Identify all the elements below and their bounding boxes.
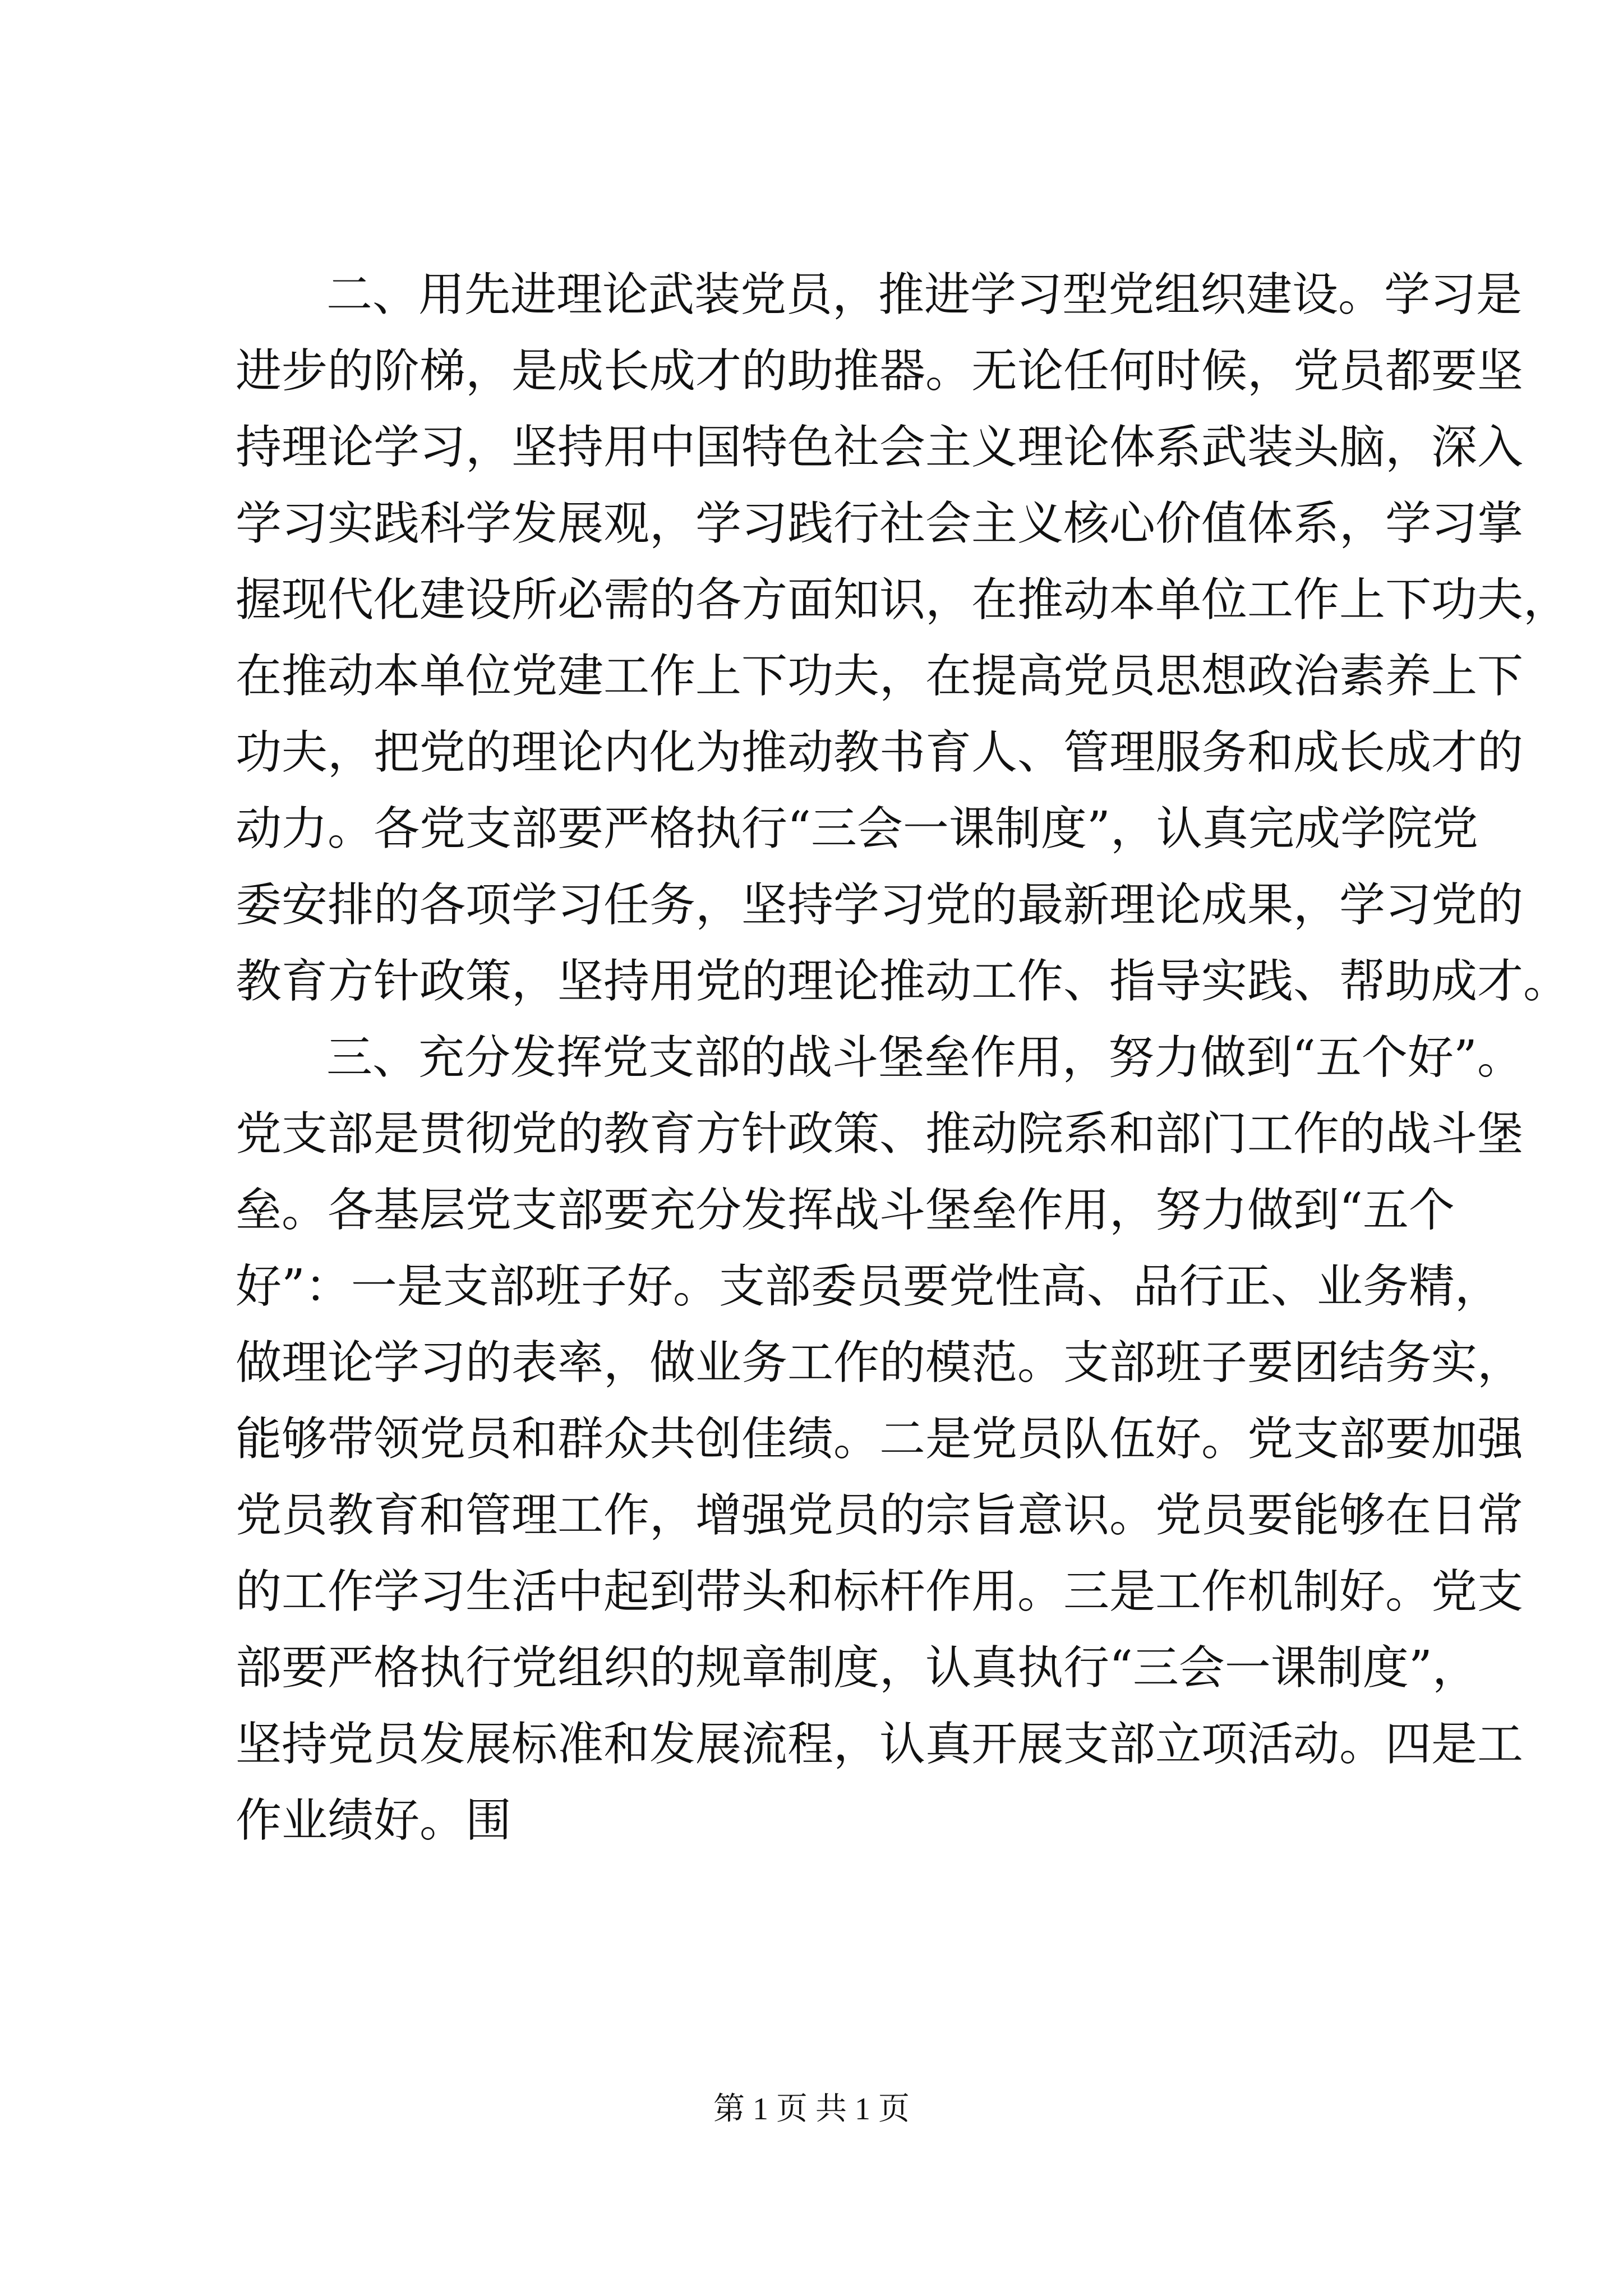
paragraph-line: 好”：一是支部班子好。支部委员要党性高、品行正、业务精， bbox=[236, 1260, 1501, 1313]
paragraph-line: 党员教育和管理工作，增强党员的宗旨意识。党员要能够在日常 bbox=[236, 1489, 1524, 1542]
paragraph-line: 垒。各基层党支部要充分发挥战斗堡垒作用，努力做到“五个 bbox=[236, 1184, 1455, 1237]
paragraph-line: 教育方针政策，坚持用党的理论推动工作、指导实践、帮助成才。 bbox=[236, 955, 1570, 1008]
paragraph-line: 在推动本单位党建工作上下功夫，在提高党员思想政治素养上下 bbox=[236, 650, 1524, 703]
paragraph-line: 动力。各党支部要严格执行“三会一课制度”，认真完成学院党 bbox=[236, 802, 1478, 855]
paragraph-line: 委安排的各项学习任务，坚持学习党的最新理论成果，学习党的 bbox=[236, 878, 1524, 932]
paragraph-line: 部要严格执行党组织的规章制度，认真执行“三会一课制度”， bbox=[236, 1641, 1478, 1695]
paragraph-line: 二、用先进理论武装党员，推进学习型党组织建设。学习是 bbox=[326, 268, 1523, 321]
paragraph-line: 作业绩好。围 bbox=[236, 1794, 512, 1847]
document-body bbox=[236, 257, 1570, 1859]
paragraph-line: 党支部是贯彻党的教育方针政策、推动院系和部门工作的战斗堡 bbox=[236, 1107, 1524, 1161]
page-number-footer: 第 1 页 共 1 页 bbox=[713, 2092, 910, 2127]
paragraph-line: 三、充分发挥党支部的战斗堡垒作用，努力做到“五个好”。 bbox=[326, 1031, 1523, 1084]
paragraph-line: 进步的阶梯，是成长成才的助推器。无论任何时候，党员都要坚 bbox=[236, 344, 1524, 398]
paragraph-line: 握现代化建设所必需的各方面知识，在推动本单位工作上下功夫， bbox=[236, 573, 1570, 627]
paragraph-line: 坚持党员发展标准和发展流程，认真开展支部立项活动。四是工 bbox=[236, 1718, 1524, 1771]
paragraph-line: 能够带领党员和群众共创佳绩。二是党员队伍好。党支部要加强 bbox=[236, 1412, 1524, 1466]
paragraph-line: 的工作学习生活中起到带头和标杆作用。三是工作机制好。党支 bbox=[236, 1565, 1524, 1618]
paragraph-line: 学习实践科学发展观，学习践行社会主义核心价值体系，学习掌 bbox=[236, 497, 1524, 550]
paragraph-line: 持理论学习，坚持用中国特色社会主义理论体系武装头脑，深入 bbox=[236, 421, 1524, 474]
paragraph-line: 功夫，把党的理论内化为推动教书育人、管理服务和成长成才的 bbox=[236, 726, 1524, 779]
paragraph-line: 做理论学习的表率，做业务工作的模范。支部班子要团结务实， bbox=[236, 1336, 1524, 1389]
